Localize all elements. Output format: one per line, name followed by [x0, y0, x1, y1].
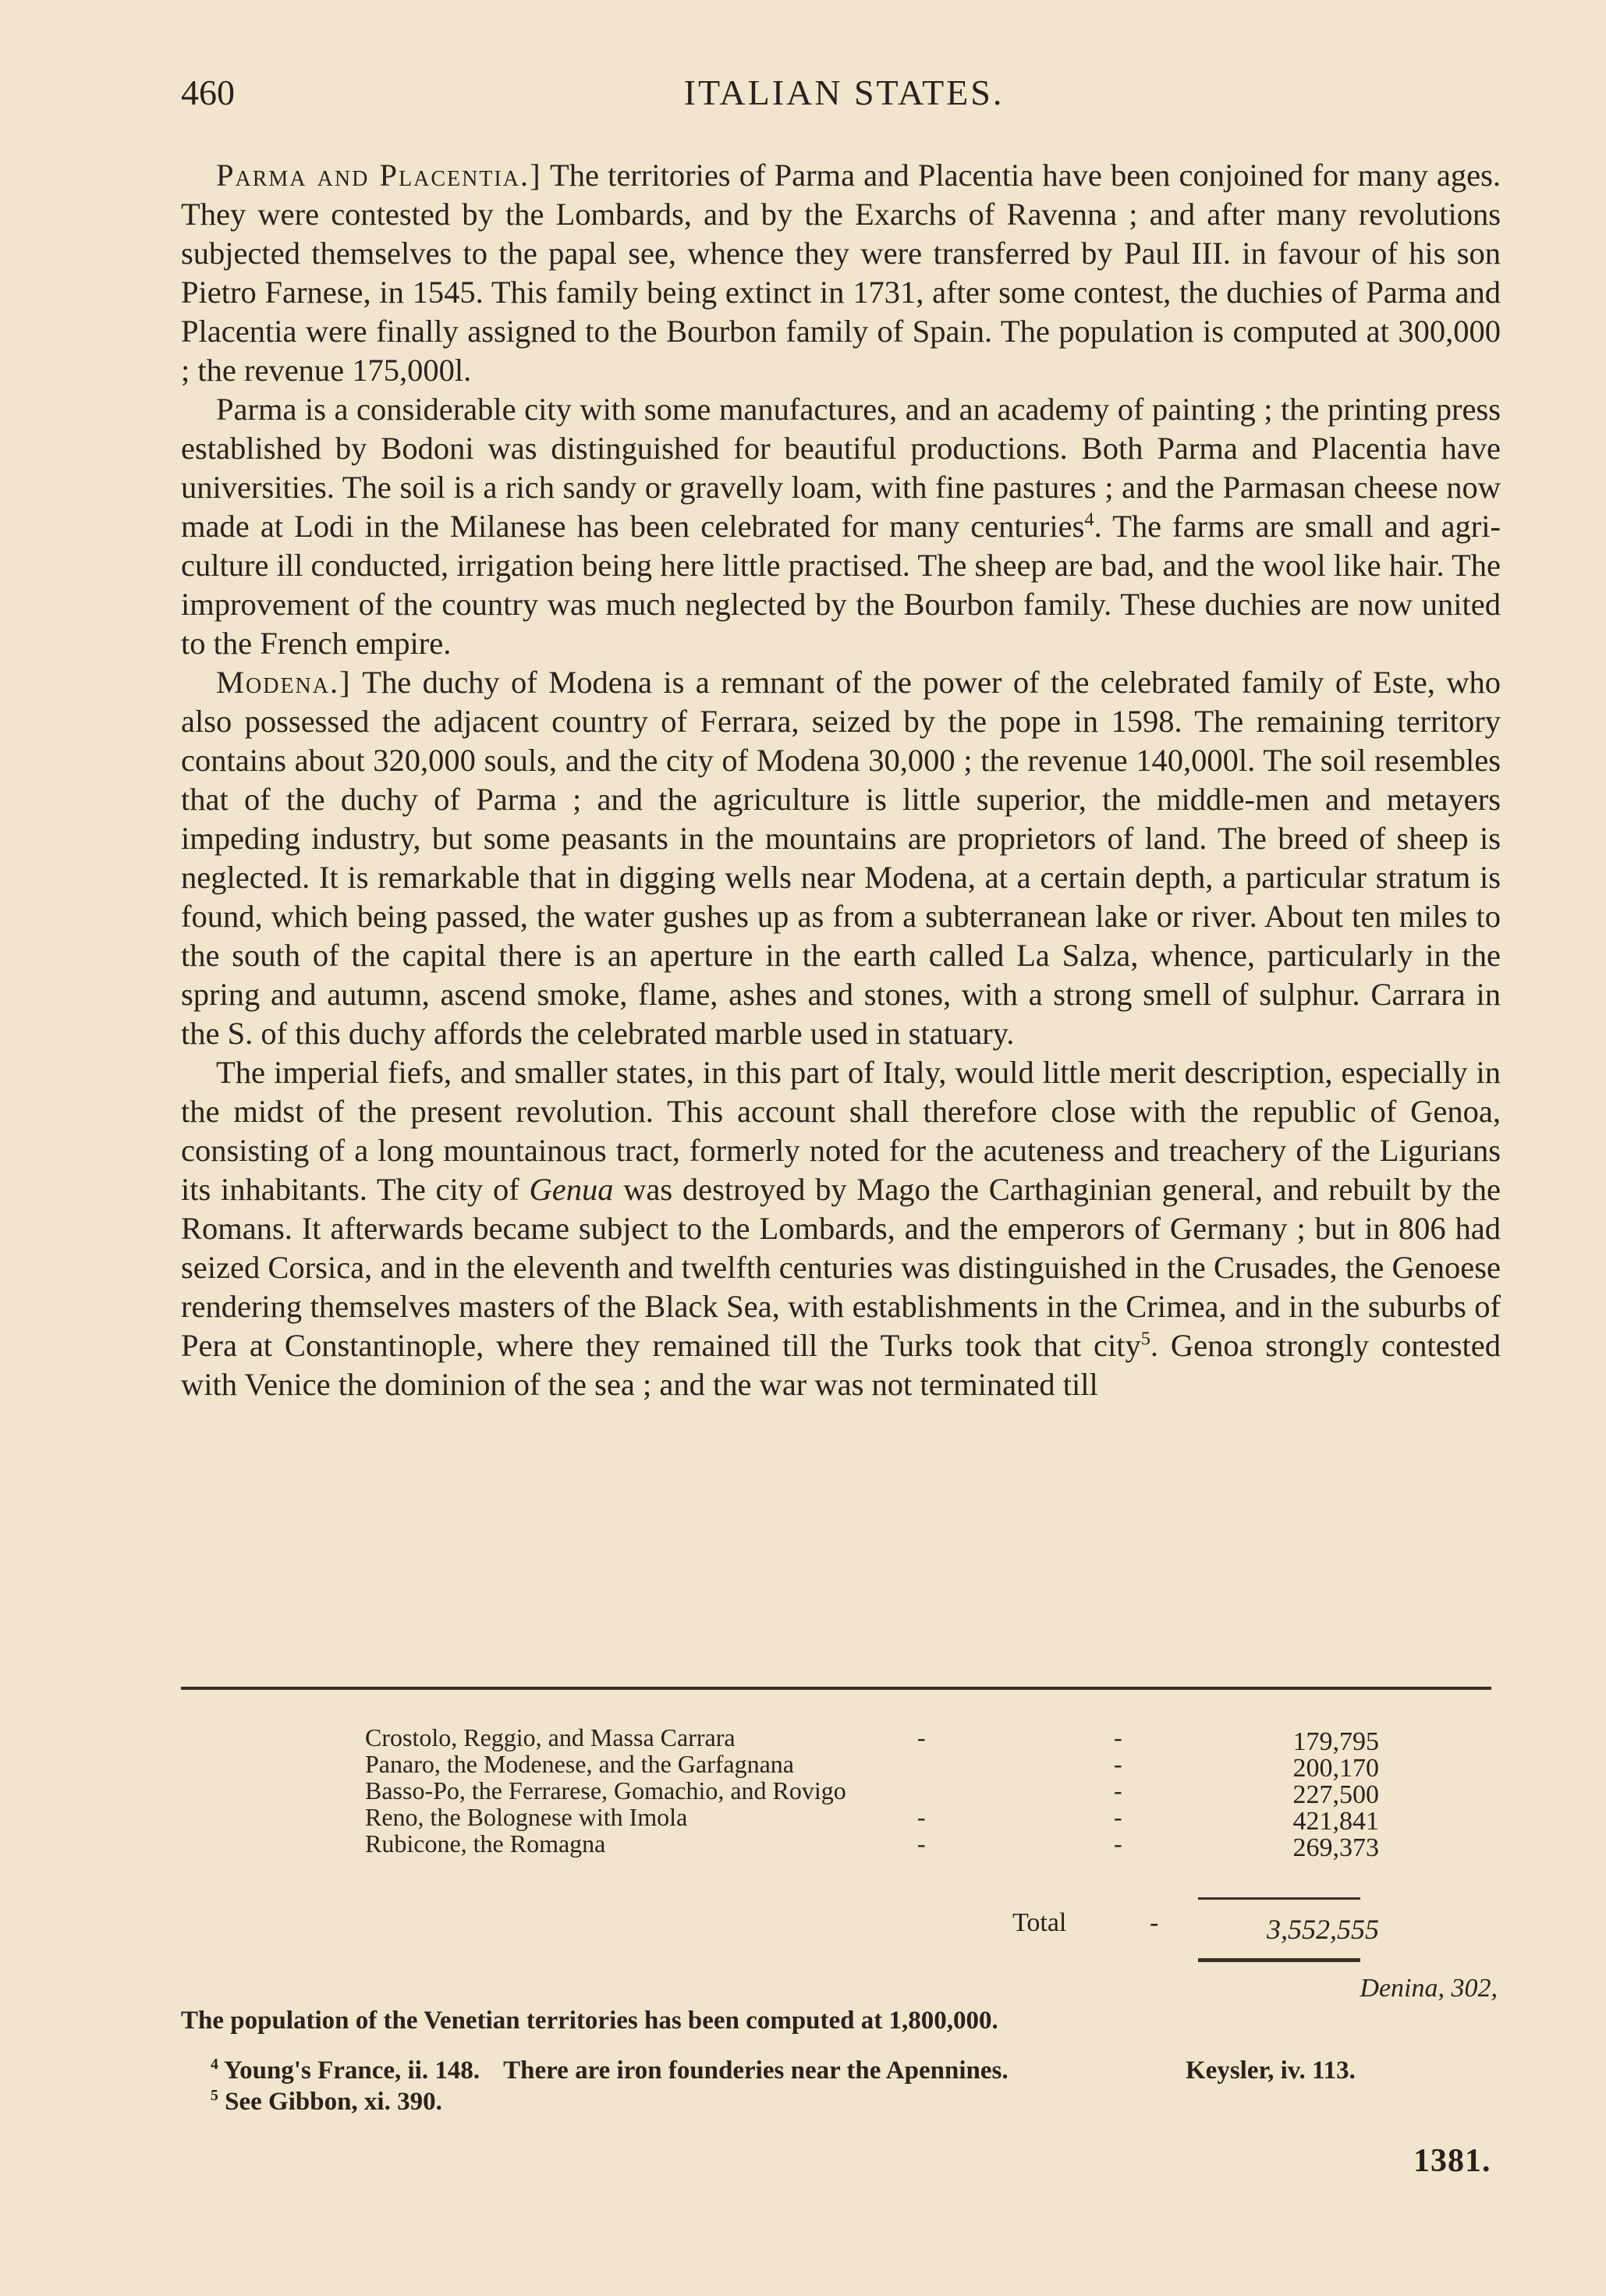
- table-row: [365, 1723, 1379, 1756]
- table-row: [365, 1750, 1379, 1783]
- footnote-divider: [181, 1687, 1491, 1690]
- table-value: 179,795: [1292, 1727, 1379, 1756]
- footnote-ref: 4: [1084, 509, 1094, 531]
- paragraph-parma-city: [181, 390, 1501, 663]
- table-value: 421,841: [1292, 1807, 1379, 1836]
- total-dash: -: [1150, 1908, 1159, 1937]
- table-row: [365, 1829, 1379, 1862]
- paragraph-text: . The farms are small and agriculture ill conducted, irrigation being here little practised. The sheep are bad, and the wool like hair. The improvement of the country was much neglected by the Bourbon family. These duchies are now united to the French empire.: [181, 509, 1501, 661]
- footnote-text: Young's France, ii. 148.: [223, 2056, 480, 2085]
- paragraph-genoa: [181, 1053, 1501, 1404]
- paragraph-text: The territories of Parma and Placentia have been conjoined for many ages. They were contested by the Lombards, and by the Exarchs of Ravenna ; and after many revolutions subjected themselves to the papal see, whence they were transferred by Paul III. in favour of his son Pietro Farnese, in 1545. This family being extinct in 1731, after some contest, the duchies of Parma and Placentia were finally assigned to the Bourbon family of Spain. The population is computed at 300,000 ; the revenue 175,000l.: [181, 158, 1501, 388]
- signature-mark: 1381.: [1413, 2143, 1491, 2179]
- table-dash: -: [917, 1829, 926, 1858]
- table-value: 227,500: [1292, 1780, 1379, 1809]
- table-value: 200,170: [1292, 1754, 1379, 1783]
- table-total-row: [365, 1908, 1379, 1943]
- table-dash: -: [1114, 1723, 1122, 1751]
- table-dash: -: [1114, 1750, 1122, 1778]
- section-heading-modena: Modena.]: [216, 665, 352, 700]
- footnote-ref: 5: [1140, 1328, 1150, 1350]
- table-value: 269,373: [1292, 1833, 1379, 1862]
- table-row: [365, 1776, 1379, 1809]
- paragraph-text: Parma is a considerable city with some manufactures, and an academy of painting ; the printing press established by Bodoni was distinguished for beautiful productions. Both Parma and Placentia have universities. The soil is a rich sandy or gravelly loam, with fine pastures ; and the Parmasan cheese now made at Lodi in the Milanese has been celebrated for many centuries: [181, 392, 1501, 544]
- table-dash: -: [1114, 1776, 1122, 1805]
- table-dash: -: [917, 1723, 926, 1751]
- italic-genua: Genua: [529, 1172, 614, 1207]
- table-dash: -: [1114, 1803, 1122, 1831]
- paragraph-text: was destroyed by Mago the Carthaginian general, and rebuilt by the Romans. It afterwards became subject to the Lombards, and the emperors of Germany ; but in 806 had seized Corsica, and in the eleventh and twelfth centuries was distinguished in the Crusades, the Genoese rendering themselves masters of the Black Sea, with establishments in the Crimea, and in the suburbs of Pera at Constantinople, where they remained till the Turks took that city: [181, 1172, 1501, 1363]
- total-double-rule: [1198, 1958, 1360, 1962]
- footnote-4-reference: Keysler, iv. 113.: [1186, 2056, 1356, 2085]
- body-text: [181, 156, 1501, 1404]
- paragraph-parma: [181, 156, 1501, 390]
- table-dash: -: [1114, 1829, 1122, 1858]
- total-value: 3,552,555: [1267, 1914, 1379, 1945]
- total-label: Total: [1012, 1908, 1067, 1937]
- table-place: Panaro, the Modenese, and the Garfagnana: [365, 1750, 794, 1778]
- population-note: The population of the Venetian territories has been computed at 1,800,000.: [181, 2007, 998, 2035]
- paragraph-text: The duchy of Modena is a remnant of the power of the celebrated family of Este, who also possessed the adjacent country of Ferrara, seized by the pope in 1598. The remaining territory contains about 320,000 souls, and the city of Modena 30,000 ; the revenue 140,000l. The soil resembles that of the duchy of Parma ; and the agriculture is little superior, the middle-men and metayers impeding industry, but some peasants in the mountains are proprietors of land. The breed of sheep is neglected. It is remarkable that in digging wells near Modena, at a certain depth, a particular stratum is found, which being passed, the water gushes up as from a subterranean lake or river. About ten miles to the south of the capital there is an aperture in the earth called La Salza, whence, particularly in the spring and autumn, ascend smoke, flame, ashes and stones, with a strong smell of sulphur. Carrara in the S. of this duchy affords the celebrated marble used in statuary.: [181, 665, 1501, 1051]
- table-place: Rubicone, the Romagna: [365, 1829, 606, 1858]
- section-heading-parma: Parma and Placentia.]: [216, 158, 542, 193]
- population-table: [365, 1723, 1379, 1862]
- page-header: [181, 72, 1507, 126]
- table-dash: -: [917, 1803, 926, 1831]
- footnote-mark: 5: [211, 2087, 218, 2104]
- page-number: 460: [181, 73, 235, 112]
- table-source: Denina, 302,: [1360, 1974, 1498, 2003]
- footnote-text: See Gibbon, xi. 390.: [225, 2088, 442, 2116]
- table-row: [365, 1803, 1379, 1836]
- paragraph-text: . Genoa strongly contested with Venice the dominion of the sea ; and the war was not terminated till: [181, 1328, 1501, 1402]
- table-place: Reno, the Bolognese with Imola: [365, 1803, 688, 1831]
- running-title: ITALIAN STATES.: [683, 73, 1005, 112]
- total-rule: [1198, 1897, 1360, 1900]
- footnote-mark: 4: [211, 2056, 218, 2073]
- table-place: Crostolo, Reggio, and Massa Carrara: [365, 1723, 736, 1751]
- paragraph-modena: [181, 663, 1501, 1053]
- footnote-text: There are iron founderies near the Apennines.: [503, 2056, 1009, 2085]
- paragraph-text: The imperial fiefs, and smaller states, in this part of Italy, would little merit description, especially in the midst of the present revolution. This account shall therefore close with the republic of Genoa, consisting of a long mountainous tract, formerly noted for the acuteness and treachery of the Ligurians its inhabitants. The city of: [181, 1055, 1501, 1207]
- footnote-5: [211, 2088, 442, 2117]
- table-place: Basso-Po, the Ferrarese, Gomachio, and Rovigo: [365, 1776, 846, 1805]
